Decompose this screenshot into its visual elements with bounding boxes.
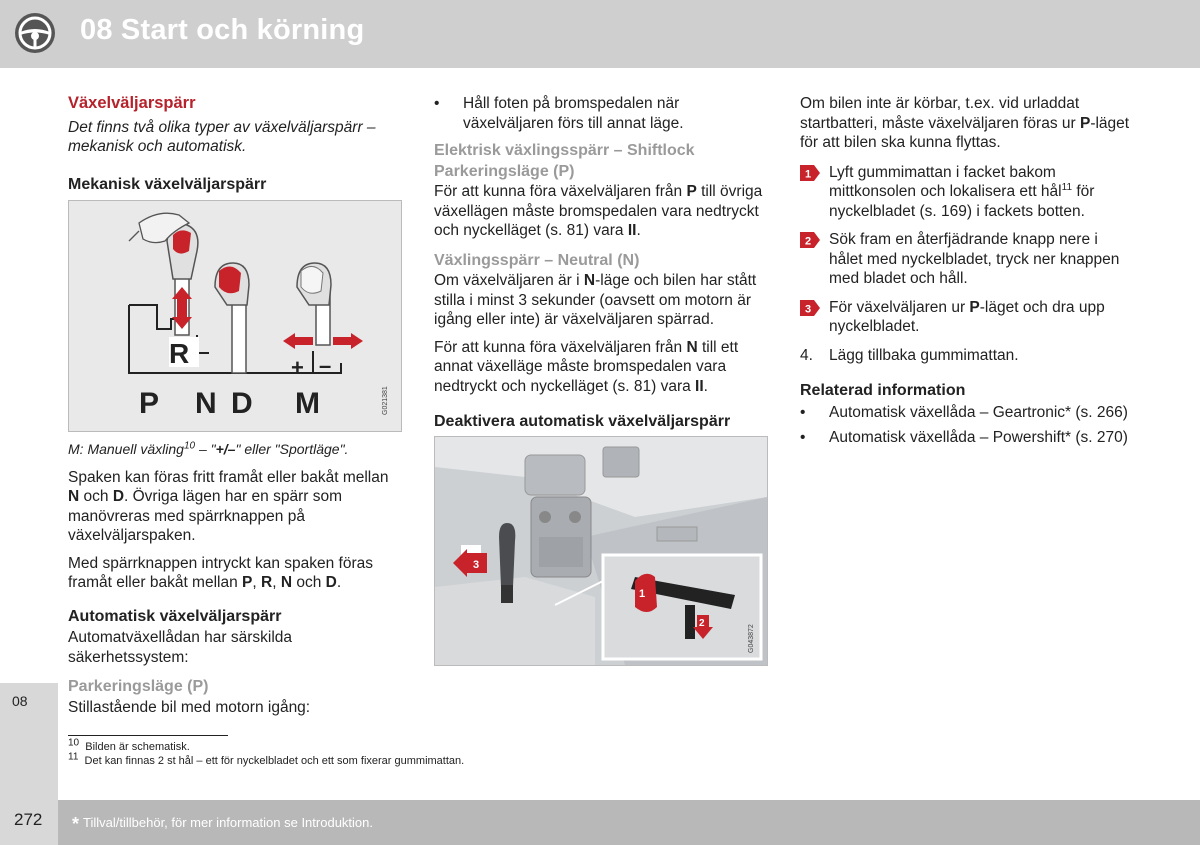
svg-text:2: 2	[805, 235, 812, 248]
subheading-parking: Parkeringsläge (P)	[434, 162, 575, 180]
text: och	[79, 488, 113, 505]
footnote-10	[68, 737, 548, 754]
subheading-related: Relaterad information	[800, 382, 966, 399]
gear-letter-r: R	[169, 338, 190, 369]
text: .	[703, 377, 708, 395]
list-item-text: Håll foten på bromspedalen när växelväljaren förs till annat läge.	[463, 95, 684, 132]
text: Om växelväljaren är i	[434, 272, 584, 289]
step-number-4: 4.	[800, 346, 813, 364]
step-text: För växelväljaren ur	[829, 298, 970, 316]
text: ,	[272, 574, 281, 591]
step-item	[800, 346, 1135, 366]
caption-text: M: Manuell växling	[68, 441, 184, 457]
paragraph	[434, 182, 769, 241]
subheading-deactivate: Deaktivera automatisk växelväljarspärr	[434, 413, 731, 430]
subheading-neutral: Växlingsspärr – Neutral (N)	[434, 251, 640, 269]
chapter-title: 08 Start och körning	[80, 14, 365, 46]
footnote-text: Bilden är schematisk.	[85, 741, 190, 753]
steering-wheel-icon	[14, 12, 56, 54]
section-heading: Växelväljarspärr	[68, 94, 196, 112]
step-text: Lägg tillbaka gummimattan.	[829, 346, 1019, 364]
page-footer	[0, 800, 1200, 845]
text-bold: N	[686, 338, 698, 356]
text: För att kunna föra växelväljaren från	[434, 183, 687, 200]
text: till övriga växellägen måste bromspedalen vara nedtryckt och nyckelläget (s. 81) vara	[434, 183, 763, 239]
text-bold: R	[261, 574, 273, 591]
related-link[interactable]	[800, 403, 1135, 423]
related-link[interactable]	[800, 428, 1135, 448]
paragraph	[434, 271, 769, 330]
svg-text:1: 1	[805, 168, 812, 180]
text: Med spärrknappen intryckt kan spaken föras framåt eller bakåt mellan	[68, 554, 373, 591]
marker-1: 1	[639, 587, 646, 600]
chapter-tab-number: 08	[12, 693, 28, 709]
text-bold: N	[68, 488, 80, 505]
text-bold: P	[1079, 114, 1091, 132]
plus-sign: +	[291, 355, 304, 380]
step-item	[800, 298, 1135, 337]
gear-selector-diagram	[69, 201, 401, 431]
text: och	[292, 574, 326, 591]
text-bold: D	[112, 488, 125, 505]
text-bold: N	[583, 272, 596, 289]
page-number: 272	[14, 810, 43, 829]
text-bold: D	[325, 574, 337, 591]
text: För att kunna föra växelväljaren från	[434, 338, 687, 356]
footnote-number: 10	[68, 737, 80, 749]
text: . Övriga lägen har en spärr som manövreras med spärrknappen på växelväljarspaken.	[68, 488, 342, 544]
console-diagram	[435, 437, 767, 665]
gear-letter-p: P	[139, 387, 160, 420]
gear-letter-n: N	[195, 387, 217, 420]
bullet-dot: •	[434, 95, 440, 112]
column-3	[800, 94, 1135, 454]
figure-code: G043872	[748, 623, 755, 653]
footnote-ref: 11	[1061, 181, 1073, 193]
footer-note	[72, 814, 373, 835]
figure-caption	[68, 440, 393, 460]
text-bold: II	[627, 222, 637, 239]
text: .	[336, 574, 342, 591]
subheading-automatic: Automatisk växelväljarspärr	[68, 607, 282, 625]
paragraph	[800, 94, 1135, 153]
list-item	[434, 94, 769, 133]
console-illustration	[434, 436, 768, 666]
paragraph: Automatväxellådan har särskilda säkerhetssystem:	[68, 629, 293, 666]
text: .	[636, 222, 641, 239]
bullet-dot: •	[800, 403, 806, 421]
step-item	[800, 230, 1135, 289]
svg-text:3: 3	[805, 303, 812, 315]
text: Om bilen inte är körbar, t.ex. vid urladdat startbatteri, måste växelväljaren föras ur	[800, 95, 1080, 132]
text: -läget för att bilen ska kunna flyttas.	[800, 114, 1130, 151]
footnote-rule	[68, 735, 228, 736]
footer-note-text: Tillval/tillbehör, för mer information se Introduktion.	[83, 815, 373, 830]
subheading-parking: Parkeringsläge (P)	[68, 678, 209, 695]
column-1	[68, 94, 393, 725]
paragraph	[68, 554, 393, 593]
text: till ett annat växelläge måste bromspedalen vara nedtryckt och nyckelläget (s. 81) vara	[434, 338, 739, 395]
text-bold: P	[686, 183, 697, 200]
paragraph	[68, 468, 393, 546]
text-bold: P	[242, 574, 253, 591]
caption-text: – "	[195, 441, 216, 457]
text: ,	[252, 574, 261, 591]
text: Spaken kan föras fritt framåt eller bakåt mellan	[68, 468, 389, 486]
text: -läge och bilen har stått stilla i minst 3 sekunder (oavsett om motorn är igång eller inte) är växelväljaren spärrad.	[434, 272, 757, 328]
subheading-mechanical: Mekanisk växelväljarspärr	[68, 175, 267, 193]
footnote-11	[68, 751, 548, 768]
step-text: Lyft gummimattan i facket bakom mittkonsolen och lokalisera ett hål	[829, 163, 1062, 200]
caption-bold: +/–	[215, 441, 236, 457]
step-number-3	[800, 300, 820, 316]
step-text: -läget och dra upp nyckelbladet.	[829, 298, 1105, 335]
marker-3: 3	[473, 558, 480, 571]
footnote-text: Det kan finnas 2 st hål – ett för nyckelbladet och ett som fixerar gummimattan.	[84, 755, 465, 767]
page-header	[0, 0, 1200, 68]
star-icon: *	[72, 814, 80, 834]
step-item	[800, 163, 1135, 222]
paragraph	[434, 338, 769, 397]
subheading-shiftlock: Elektrisk växlingsspärr – Shiftlock	[434, 142, 695, 159]
footnote-number: 11	[68, 751, 79, 763]
caption-text: " eller "Sportläge".	[235, 441, 349, 457]
footnotes	[68, 735, 548, 768]
gear-letter-d: D	[231, 387, 253, 420]
footer-page-box	[0, 800, 58, 845]
step-number-1	[800, 165, 820, 181]
figure-code: G021381	[382, 386, 389, 415]
related-link-text[interactable]: Automatisk växellåda – Geartronic* (s. 266)	[829, 403, 1128, 421]
column-2	[434, 94, 769, 666]
gear-selector-illustration	[68, 200, 402, 432]
text-bold: N	[280, 574, 293, 591]
text-bold: II	[695, 377, 704, 395]
footnote-ref: 10	[183, 440, 196, 452]
step-text: Sök fram en återfjädrande knapp nere i hålet med nyckelbladet, tryck ner knappen med bladet och håll.	[829, 231, 1120, 287]
paragraph: Stillastående bil med motorn igång:	[68, 698, 311, 716]
gear-letter-m: M	[295, 387, 320, 420]
step-number-2	[800, 232, 820, 248]
minus-sign: –	[319, 353, 332, 378]
intro-text: Det finns två olika typer av växelväljarspärr – mekanisk och automatisk.	[68, 118, 376, 155]
bullet-dot: •	[800, 429, 806, 446]
marker-2: 2	[699, 617, 705, 629]
step-text: för nyckelbladet (s. 169) i fackets botten.	[829, 183, 1095, 220]
text-bold: P	[969, 298, 980, 316]
related-link-text[interactable]: Automatisk växellåda – Powershift* (s. 270)	[829, 429, 1128, 446]
chapter-tab	[0, 683, 58, 800]
